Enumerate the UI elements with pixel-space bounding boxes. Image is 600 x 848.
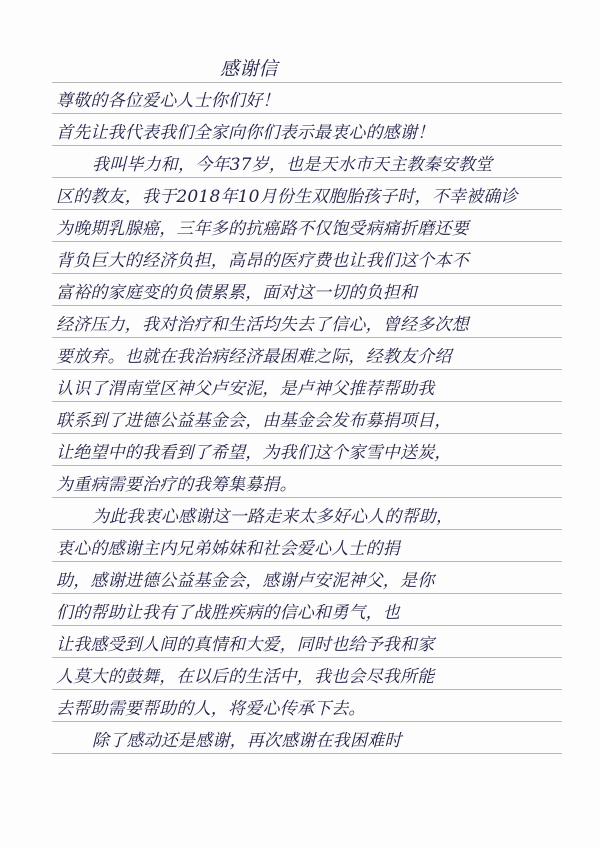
ruled-line (52, 433, 562, 434)
ruled-line (52, 241, 562, 242)
ruled-line (52, 82, 562, 83)
ruled-line (52, 113, 562, 114)
letter-line: 为重病需要治疗的我筹集募捐。 (56, 475, 297, 495)
letter-line: 为晚期乳腺癌，三年多的抗癌路不仅饱受病痛折磨还要 (56, 219, 469, 239)
letter-line: 首先让我代表我们全家向你们表示最衷心的感谢！ (56, 123, 435, 143)
letter-line: 去帮助需要帮助的人，将爱心传承下去。 (56, 699, 366, 719)
letter-line: 要放弃。也就在我治病经济最困难之际，经教友介绍 (56, 347, 452, 367)
letter-line: 人莫大的鼓舞，在以后的生活中，我也会尽我所能 (56, 667, 435, 687)
letter-line: 助，感谢进德公益基金会，感谢卢安泥神父，是你 (56, 571, 435, 591)
letter-line: 们的帮助让我有了战胜疾病的信心和勇气，也 (56, 603, 400, 623)
ruled-line (52, 465, 562, 466)
ruled-line (52, 497, 562, 498)
ruled-line (52, 401, 562, 402)
ruled-line (52, 145, 562, 146)
ruled-line (52, 625, 562, 626)
ruled-line (52, 529, 562, 530)
letter-line: 背负巨大的经济负担，高昂的医疗费也让我们这个本不 (56, 251, 469, 271)
letter-line: 认识了渭南堂区神父卢安泥，是卢神父推荐帮助我 (56, 379, 435, 399)
letter-line: 我叫毕力和，今年37岁，也是天水市天主教秦安教堂 (92, 155, 493, 175)
letter-line: 经济压力，我对治疗和生活均失去了信心，曾经多次想 (56, 315, 469, 335)
ruled-line (52, 337, 562, 338)
letter-line: 区的教友，我于2018年10月份生双胞胎孩子时，不幸被确诊 (56, 187, 518, 207)
ruled-line (52, 753, 562, 754)
ruled-line (52, 305, 562, 306)
ruled-line (52, 561, 562, 562)
ruled-line (52, 209, 562, 210)
ruled-line (52, 657, 562, 658)
ruled-line (52, 177, 562, 178)
letter-line: 衷心的感谢主内兄弟姊妹和社会爱心人士的捐 (56, 539, 400, 559)
ruled-line (52, 369, 562, 370)
letter-line: 为此我衷心感谢这一路走来太多好心人的帮助， (92, 507, 454, 527)
letter-greeting: 尊敬的各位爱心人士你们好！ (56, 91, 280, 111)
letter-line: 除了感动还是感谢，再次感谢在我困难时 (92, 731, 402, 751)
ruled-line (52, 721, 562, 722)
letter-title: 感谢信 (220, 58, 278, 80)
ruled-line (52, 273, 562, 274)
ruled-line (52, 593, 562, 594)
letter-line: 富裕的家庭变的负债累累，面对这一切的负担和 (56, 283, 418, 303)
letter-line: 让绝望中的我看到了希望，为我们这个家雪中送炭， (56, 443, 452, 463)
ruled-line (52, 689, 562, 690)
letter-line: 联系到了进德公益基金会，由基金会发布募捐项目， (56, 411, 452, 431)
letter-line: 让我感受到人间的真情和大爱，同时也给予我和家 (56, 635, 435, 655)
